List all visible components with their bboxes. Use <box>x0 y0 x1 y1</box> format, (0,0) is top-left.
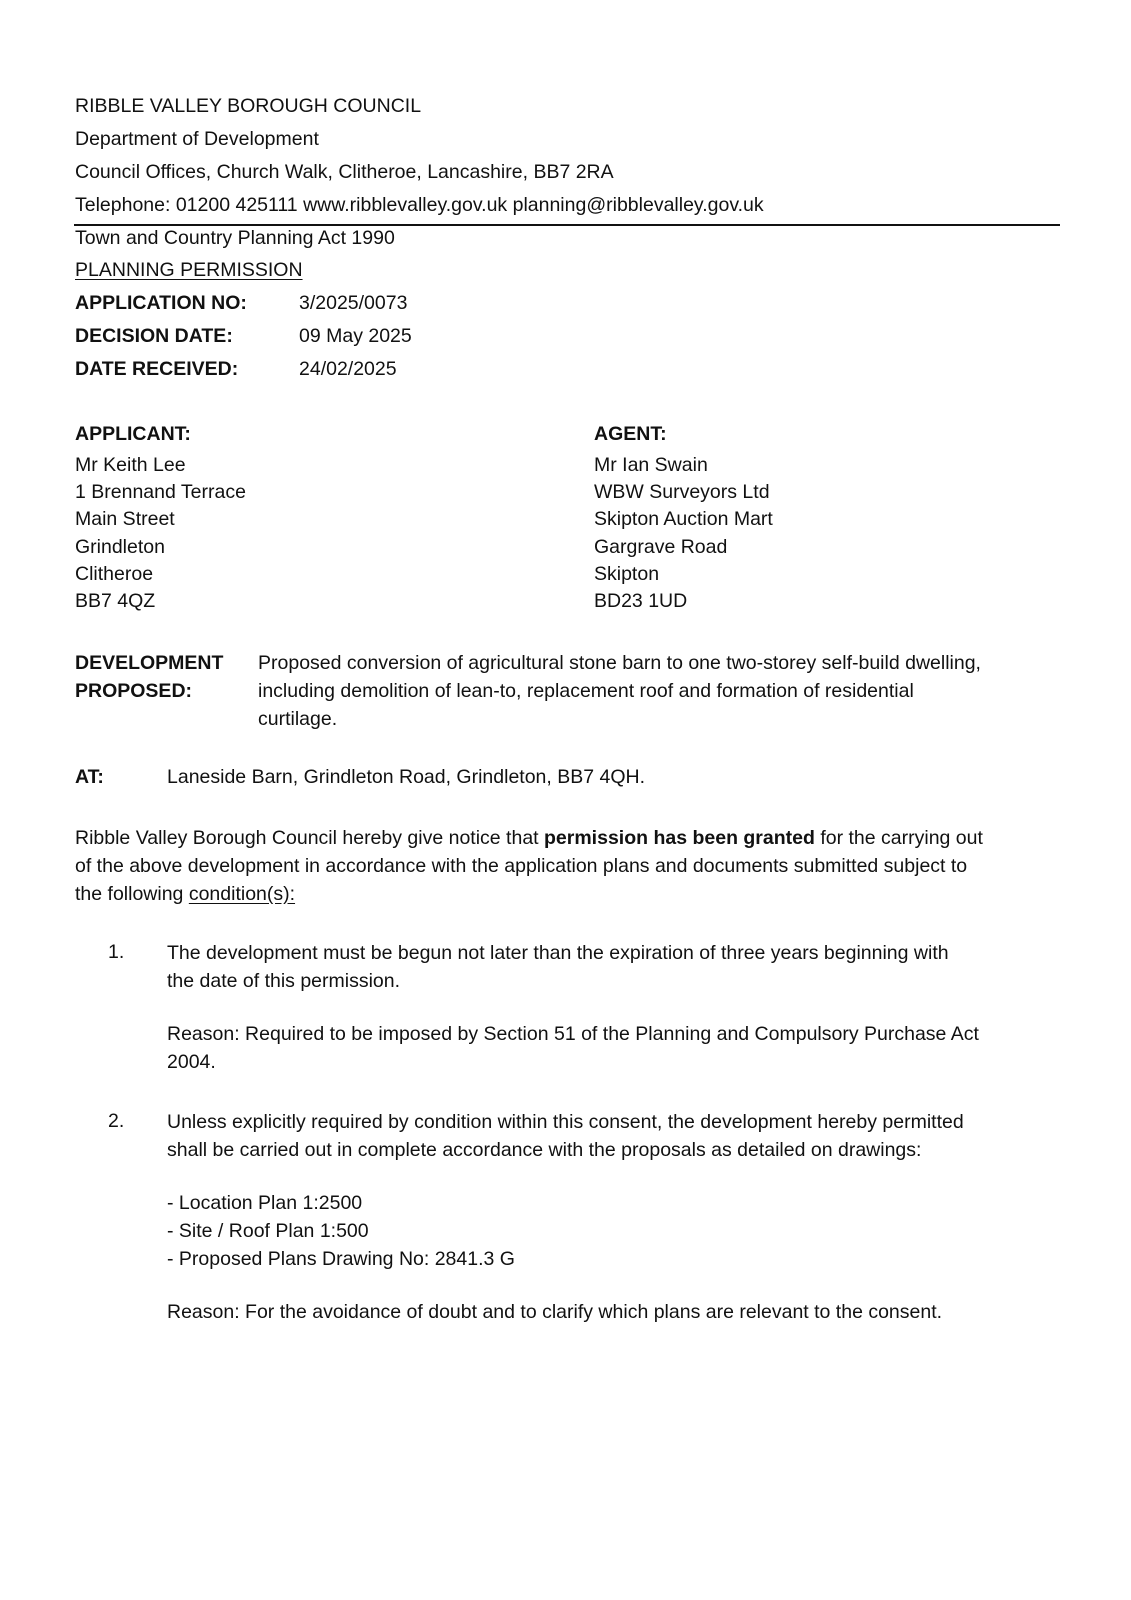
drawing-item: - Location Plan 1:2500 <box>167 1192 363 1214</box>
agent-line: Skipton <box>594 562 660 585</box>
agent-line: Gargrave Road <box>594 535 728 558</box>
notice-emphasis: permission has been granted <box>544 827 815 849</box>
condition-number: 2. <box>108 1110 125 1132</box>
development-description <box>258 649 981 733</box>
condition-text <box>167 939 949 995</box>
drawing-item: - Proposed Plans Drawing No: 2841.3 G <box>167 1248 515 1270</box>
act-title: Town and Country Planning Act 1990 <box>75 227 395 249</box>
condition-text <box>167 1108 964 1164</box>
condition-reason <box>167 1298 942 1326</box>
agent-line: BD23 1UD <box>594 590 688 613</box>
agent-address <box>594 452 773 615</box>
council-contact: Telephone: 01200 425111 www.ribblevalley.gov.uk planning@ribblevalley.gov.uk <box>75 194 764 216</box>
notice-text: for the carrying out <box>814 827 983 849</box>
location-value: Laneside Barn, Grindleton Road, Grindleton, BB7 4QH. <box>167 766 646 788</box>
condition-line: The development must be begun not later than the expiration of three years beginning with <box>167 942 949 964</box>
applicant-label: APPLICANT: <box>75 423 191 445</box>
decision-date-label: DECISION DATE: <box>75 325 233 347</box>
condition-reason <box>167 1020 979 1076</box>
development-label-line: DEVELOPMENT <box>75 652 224 674</box>
reason-line: Reason: For the avoidance of doubt and to clarify which plans are relevant to the consent. <box>167 1301 943 1323</box>
department-name: Department of Development <box>75 128 319 150</box>
reason-line: 2004. <box>167 1051 216 1073</box>
notice-line <box>75 880 983 908</box>
development-label <box>75 649 223 705</box>
development-line: including demolition of lean-to, replacement roof and formation of residential <box>258 680 914 702</box>
condition-number: 1. <box>108 941 125 963</box>
reason-line: Reason: Required to be imposed by Section 51 of the Planning and Compulsory Purchase Act <box>167 1023 979 1045</box>
applicant-address <box>75 452 246 615</box>
agent-line: Mr Ian Swain <box>594 454 708 476</box>
condition-line: the date of this permission. <box>167 970 401 992</box>
conditions-link: condition(s): <box>188 883 296 905</box>
notice-paragraph <box>75 824 983 908</box>
condition-line: shall be carried out in complete accordance with the proposals as detailed on drawings: <box>167 1139 922 1161</box>
document-type: PLANNING PERMISSION <box>75 259 303 281</box>
applicant-line: BB7 4QZ <box>75 590 156 613</box>
applicant-line: 1 Brennand Terrace <box>75 481 246 504</box>
notice-text: the following <box>75 883 189 905</box>
development-line: curtilage. <box>258 708 338 730</box>
development-label-line: PROPOSED: <box>75 680 193 702</box>
location-label: AT: <box>75 766 104 788</box>
council-name: RIBBLE VALLEY BOROUGH COUNCIL <box>75 95 422 117</box>
agent-label: AGENT: <box>594 423 667 445</box>
notice-line <box>75 824 983 852</box>
applicant-line: Mr Keith Lee <box>75 454 186 476</box>
date-received-label: DATE RECEIVED: <box>75 358 239 380</box>
decision-date-value: 09 May 2025 <box>299 325 412 347</box>
drawing-item: - Site / Roof Plan 1:500 <box>167 1220 369 1242</box>
applicant-line: Main Street <box>75 508 175 531</box>
council-address: Council Offices, Church Walk, Clitheroe, Lancashire, BB7 2RA <box>75 161 614 183</box>
application-no-value: 3/2025/0073 <box>299 292 408 314</box>
notice-line: of the above development in accordance with the application plans and documents submitted subject to <box>75 855 968 877</box>
applicant-line: Clitheroe <box>75 562 154 585</box>
development-line: Proposed conversion of agricultural stone barn to one two-storey self-build dwelling, <box>258 652 981 674</box>
applicant-line: Grindleton <box>75 535 165 558</box>
agent-line: WBW Surveyors Ltd <box>594 481 770 504</box>
condition-line: Unless explicitly required by condition within this consent, the development hereby permitted <box>167 1111 964 1133</box>
drawings-list <box>167 1189 515 1273</box>
date-received-value: 24/02/2025 <box>299 358 397 380</box>
agent-line: Skipton Auction Mart <box>594 508 773 531</box>
application-no-label: APPLICATION NO: <box>75 292 247 314</box>
notice-text: Ribble Valley Borough Council hereby give notice that <box>75 827 544 849</box>
